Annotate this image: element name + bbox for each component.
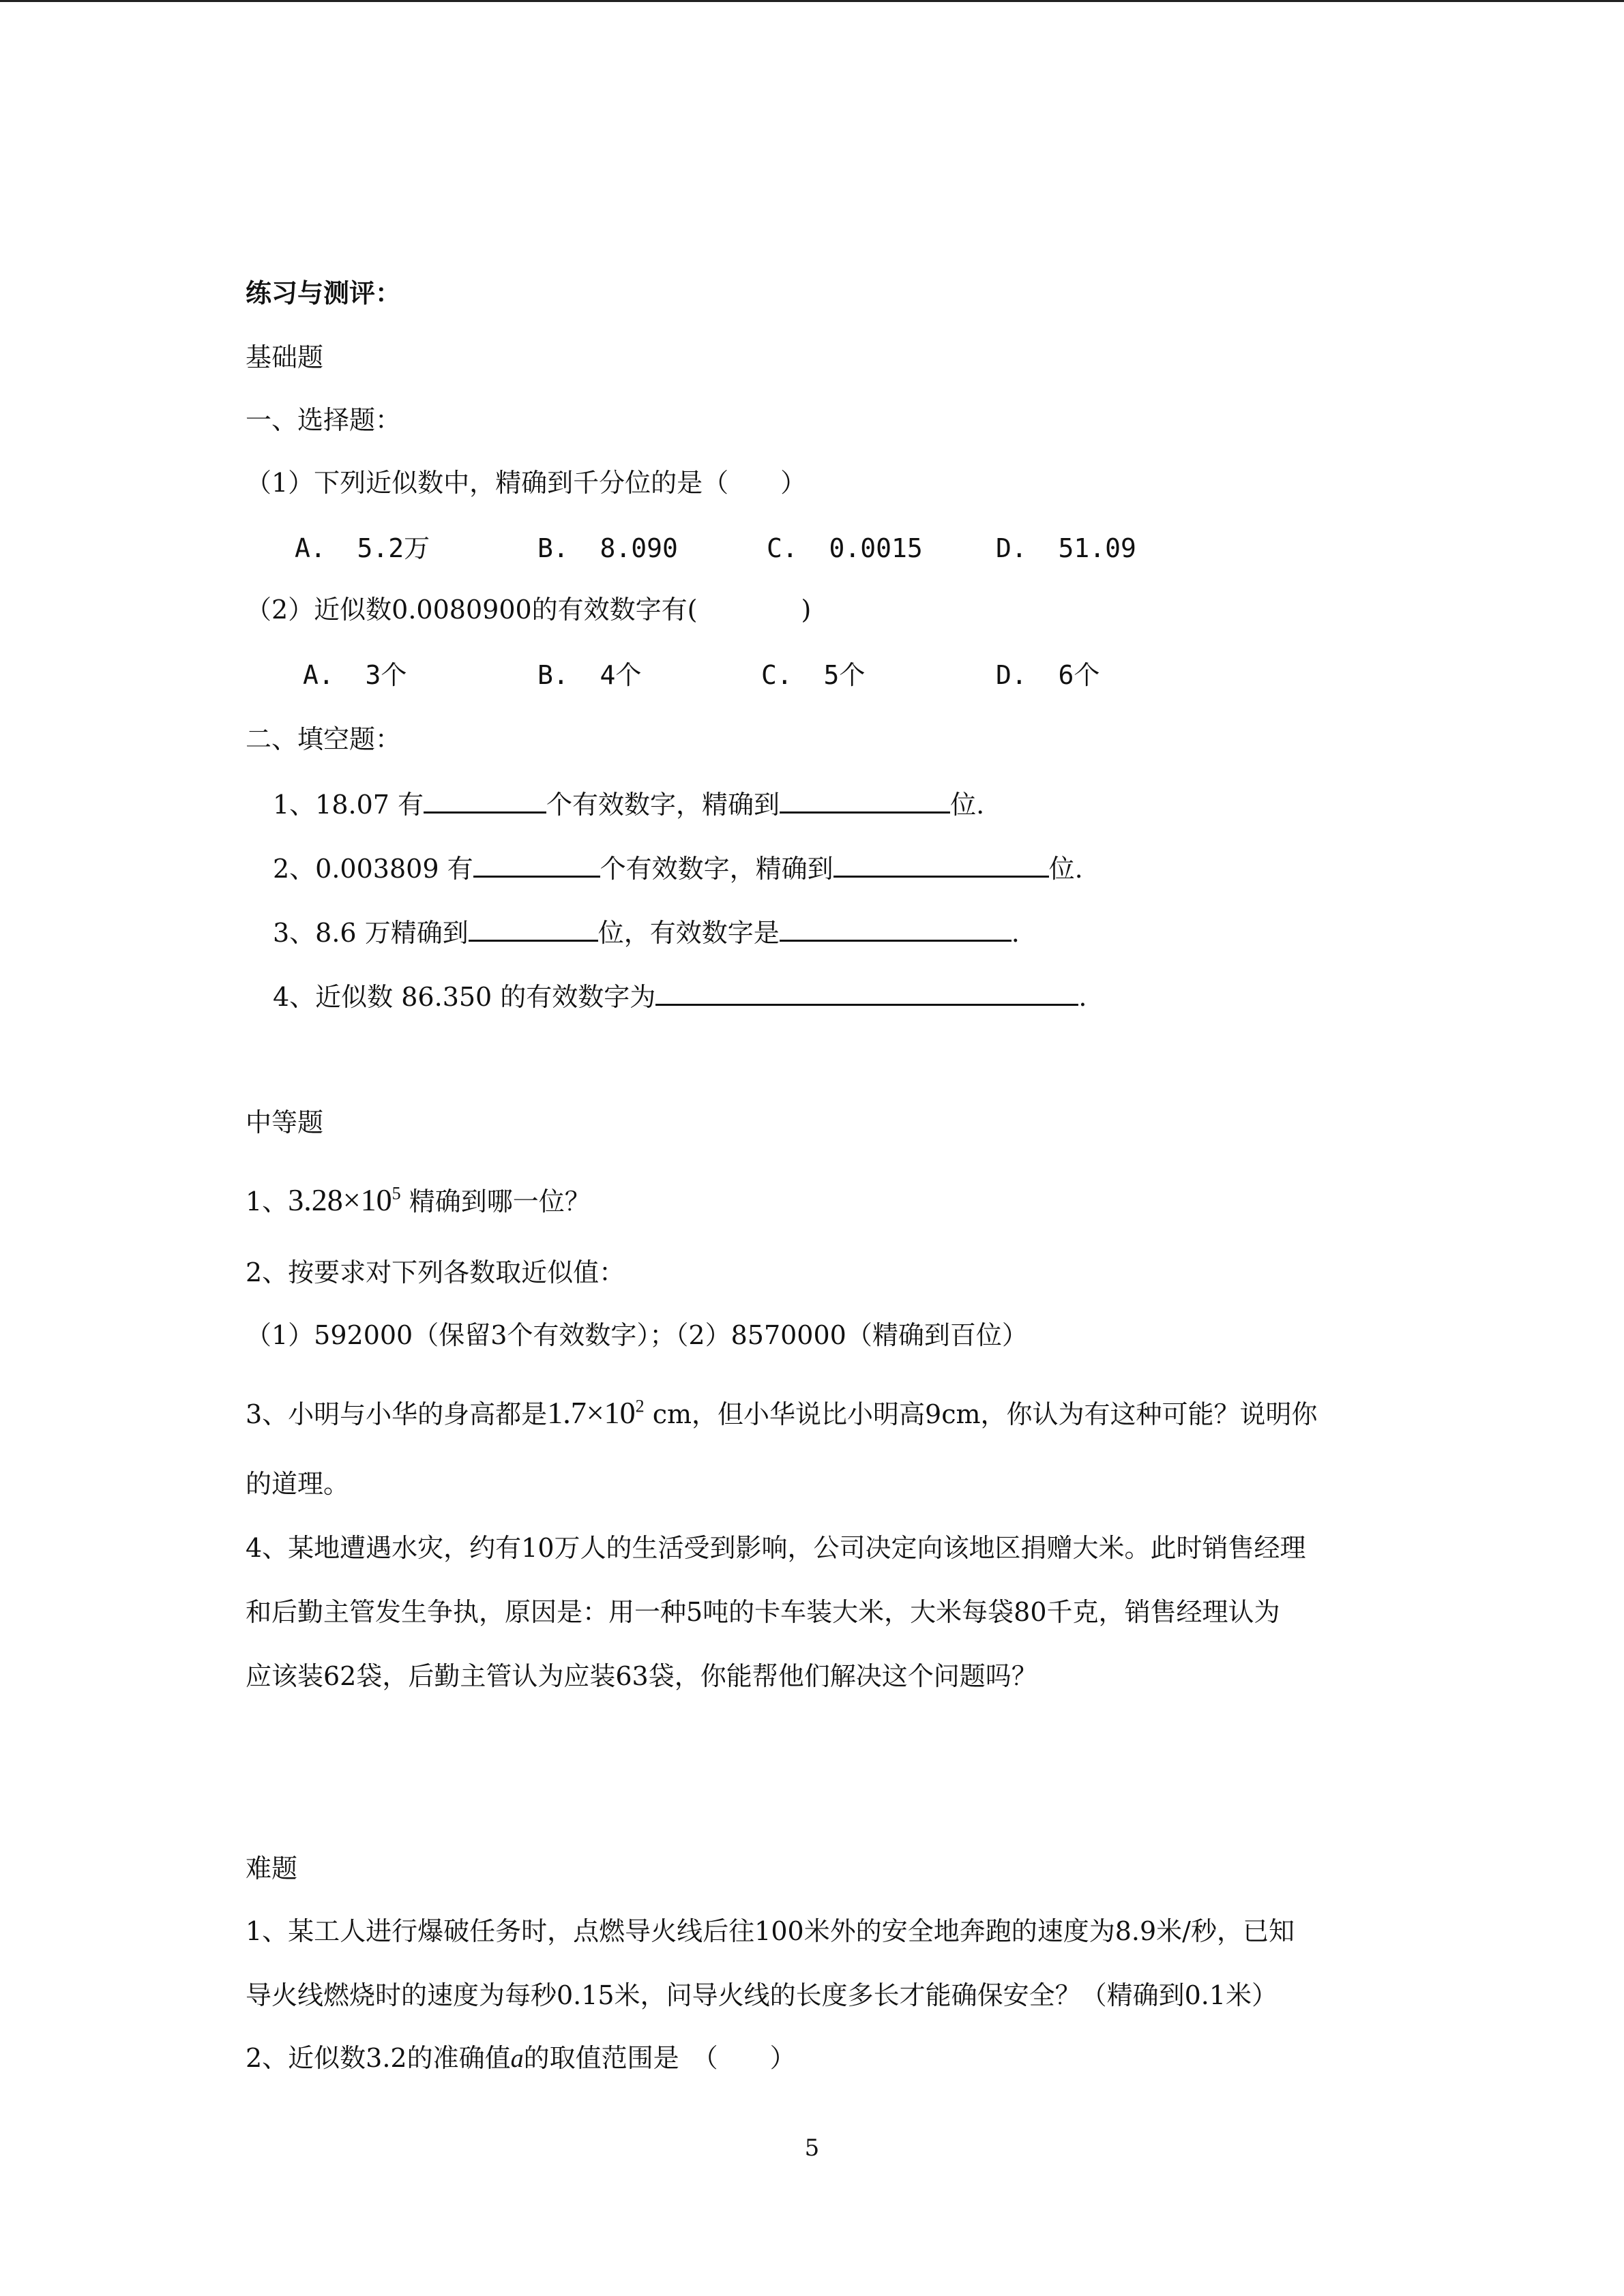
fill-question-1: 1、18.07 有 个有效数字，精确到 位. [273, 787, 984, 821]
hard-question-1: 1、某工人进行爆破任务时，点燃导火线后往100米外的安全地奔跑的速度为8.9米/秒，已知 [246, 1916, 1295, 1946]
medium-question-2-parts: （1）592000（保留3个有效数字）；（2）8570000（精确到百位） [246, 1320, 1028, 1350]
variable-a: a [510, 2044, 524, 2073]
medium-question-1: 1、$3.28\times 10^5$ 精确到哪一位？ [246, 1182, 591, 1217]
math-expression: $1.7\times 10^2$ [547, 1395, 645, 1430]
answer-blank[interactable] [424, 787, 546, 814]
basic-heading: 基础题 [246, 342, 324, 372]
fill-question-2: 2、0.003809 有 个有效数字，精确到 位. [273, 851, 1083, 885]
q2-option-c: C. 5个 [761, 660, 866, 690]
q2-option-a: A. 3个 [303, 660, 407, 690]
q2-option-d: D. 6个 [996, 660, 1100, 690]
answer-blank[interactable] [833, 851, 1049, 878]
hard-question-2: 2、近似数3.2的准确值a的取值范围是 （ ） [246, 2043, 796, 2073]
hard-heading: 难题 [246, 1853, 298, 1883]
mc-heading: 一、选择题： [246, 405, 402, 435]
page-title: 练习与测评： [246, 278, 402, 308]
q1-option-b: B. 8.090 [537, 533, 678, 563]
fill-question-3: 3、8.6 万精确到 位，有效数字是 . [273, 915, 1020, 949]
q1-option-d: D. 51.09 [996, 533, 1136, 563]
q1-option-c: C. 0.0015 [767, 533, 923, 563]
answer-blank[interactable] [469, 915, 598, 942]
mc-question-2: （2）近似数0.0080900的有效数字有( ) [246, 595, 812, 625]
fill-heading: 二、填空题： [246, 724, 402, 754]
medium-heading: 中等题 [246, 1107, 324, 1137]
medium-question-4-line3: 应该装62袋，后勤主管认为应装63袋，你能帮他们解决这个问题吗？ [246, 1661, 1037, 1691]
mc-question-1: （1）下列近似数中，精确到千分位的是（ ） [246, 468, 807, 498]
math-expression: $3.28\times 10^5$ [288, 1182, 401, 1217]
page-number: 5 [804, 2134, 820, 2162]
medium-question-3-line2: 的道理。 [246, 1469, 350, 1499]
hard-question-1-line2: 导火线燃烧时的速度为每秒0.15米，问导火线的长度多长才能确保安全？（精确到0.1米） [246, 1980, 1278, 2010]
medium-question-3: 3、小明与小华的身高都是$1.7\times 10^2$ cm，但小华说比小明高9cm，你认为有这种可能？说明你 [246, 1395, 1318, 1430]
fill-question-4: 4、近似数 86.350 的有效数字为 . [273, 979, 1087, 1013]
answer-blank[interactable] [655, 979, 1078, 1006]
page-top-border [0, 0, 1624, 2]
answer-blank[interactable] [780, 915, 1012, 942]
medium-question-4: 4、某地遭遇水灾，约有10万人的生活受到影响，公司决定向该地区捐赠大米。此时销售经理 [246, 1533, 1306, 1563]
medium-question-2: 2、按要求对下列各数取近似值： [246, 1257, 625, 1287]
answer-blank[interactable] [780, 787, 950, 814]
answer-blank[interactable] [473, 851, 600, 878]
q1-option-a: A. 5.2万 [295, 533, 430, 563]
q2-option-b: B. 4个 [537, 660, 642, 690]
medium-question-4-line2: 和后勤主管发生争执，原因是：用一种5吨的卡车装大米，大米每袋80千克，销售经理认为 [246, 1597, 1280, 1627]
